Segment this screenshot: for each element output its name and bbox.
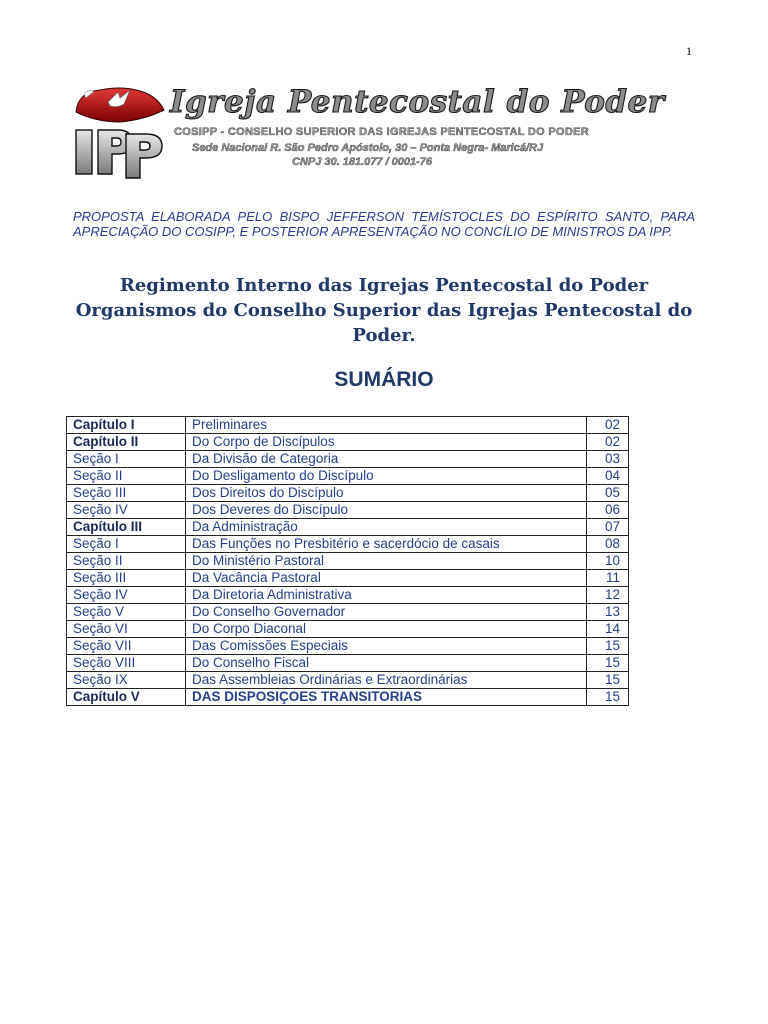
toc-page-cell: 02 — [587, 417, 629, 434]
logo-address: Sede Nacional R. São Pedro Apóstolo, 30 – Ponta Negra- Maricá/RJ — [192, 142, 544, 154]
logo-council-name: COSIPP - CONSELHO SUPERIOR DAS IGREJAS PENTECOSTAL DO PODER — [174, 126, 589, 138]
toc-section-cell: Seção I — [67, 451, 186, 468]
toc-page-cell: 02 — [587, 434, 629, 451]
toc-section-cell: Capítulo III — [67, 519, 186, 536]
logo-title: Igreja Pentecostal do Poder — [170, 84, 665, 120]
toc-section-cell: Seção VI — [67, 621, 186, 638]
toc-title-cell: Dos Direitos do Discípulo — [186, 485, 587, 502]
toc-section-cell: Seção I — [67, 536, 186, 553]
toc-page-cell: 07 — [587, 519, 629, 536]
toc-title-cell: DAS DISPOSIÇOES TRANSITORIAS — [186, 689, 587, 706]
table-row — [67, 536, 629, 553]
table-row — [67, 655, 629, 672]
toc-title-cell: Das Funções no Presbitério e sacerdócio de casais — [186, 536, 587, 553]
table-row — [67, 417, 629, 434]
table-row — [67, 434, 629, 451]
toc-section-cell: Seção III — [67, 485, 186, 502]
church-logo-header — [70, 80, 665, 185]
table-row — [67, 689, 629, 706]
toc-title-cell: Das Comissões Especiais — [186, 638, 587, 655]
toc-title-cell: Dos Deveres do Discípulo — [186, 502, 587, 519]
toc-page-cell: 05 — [587, 485, 629, 502]
toc-page-cell: 03 — [587, 451, 629, 468]
toc-page-cell: 12 — [587, 587, 629, 604]
toc-section-cell: Capítulo V — [67, 689, 186, 706]
toc-page-cell: 15 — [587, 689, 629, 706]
table-row — [67, 621, 629, 638]
toc-page-cell: 10 — [587, 553, 629, 570]
table-of-contents — [66, 416, 629, 706]
toc-page-cell: 08 — [587, 536, 629, 553]
toc-section-cell: Seção II — [67, 553, 186, 570]
toc-title-cell: Do Ministério Pastoral — [186, 553, 587, 570]
table-row — [67, 604, 629, 621]
toc-page-cell: 15 — [587, 655, 629, 672]
toc-title-cell: Do Corpo de Discípulos — [186, 434, 587, 451]
toc-title-cell: Do Desligamento do Discípulo — [186, 468, 587, 485]
toc-title-cell: Do Conselho Fiscal — [186, 655, 587, 672]
summary-heading: SUMÁRIO — [334, 368, 434, 391]
toc-page-cell: 04 — [587, 468, 629, 485]
table-row — [67, 553, 629, 570]
toc-title-cell: Do Corpo Diaconal — [186, 621, 587, 638]
toc-section-cell: Seção V — [67, 604, 186, 621]
toc-page-cell: 06 — [587, 502, 629, 519]
toc-section-cell: Capítulo I — [67, 417, 186, 434]
toc-title-cell: Do Conselho Governador — [186, 604, 587, 621]
toc-title-cell: Da Diretoria Administrativa — [186, 587, 587, 604]
table-row — [67, 485, 629, 502]
toc-section-cell: Capítulo II — [67, 434, 186, 451]
toc-section-cell: Seção II — [67, 468, 186, 485]
ipp-logo-icon — [70, 80, 170, 180]
document-title — [70, 273, 698, 348]
toc-section-cell: Seção IV — [67, 587, 186, 604]
toc-section-cell: Seção VIII — [67, 655, 186, 672]
document-title-line-2: Organismos do Conselho Superior das Igrejas Pentecostal do Poder. — [75, 300, 693, 346]
toc-page-cell: 15 — [587, 638, 629, 655]
toc-page-cell: 15 — [587, 672, 629, 689]
toc-page-cell: 14 — [587, 621, 629, 638]
logo-cnpj: CNPJ 30. 181.077 / 0001-76 — [292, 156, 433, 168]
toc-title-cell: Das Assembleias Ordinárias e Extraordinárias — [186, 672, 587, 689]
toc-section-cell: Seção IX — [67, 672, 186, 689]
table-row — [67, 587, 629, 604]
toc-section-cell: Seção III — [67, 570, 186, 587]
toc-section-cell: Seção IV — [67, 502, 186, 519]
toc-page-cell: 11 — [587, 570, 629, 587]
page-number: 1 — [686, 44, 692, 58]
table-row — [67, 502, 629, 519]
table-row — [67, 638, 629, 655]
table-row — [67, 570, 629, 587]
document-title-line-1: Regimento Interno das Igrejas Pentecostal do Poder — [119, 275, 649, 296]
proposal-statement: PROPOSTA ELABORADA PELO BISPO JEFFERSON TEMÍSTOCLES DO ESPÍRITO SANTO, PARA APRECIAÇÃO DO COSIPP, E POSTERIOR APRESENTAÇÃO NO CONCÍLIO DE MINISTROS DA IPP. — [73, 209, 695, 239]
toc-title-cell: Da Divisão de Categoria — [186, 451, 587, 468]
toc-page-cell: 13 — [587, 604, 629, 621]
toc-title-cell: Da Vacância Pastoral — [186, 570, 587, 587]
toc-title-cell: Da Administração — [186, 519, 587, 536]
table-row — [67, 519, 629, 536]
table-row — [67, 672, 629, 689]
table-row — [67, 451, 629, 468]
toc-title-cell: Preliminares — [186, 417, 587, 434]
toc-section-cell: Seção VII — [67, 638, 186, 655]
table-row — [67, 468, 629, 485]
